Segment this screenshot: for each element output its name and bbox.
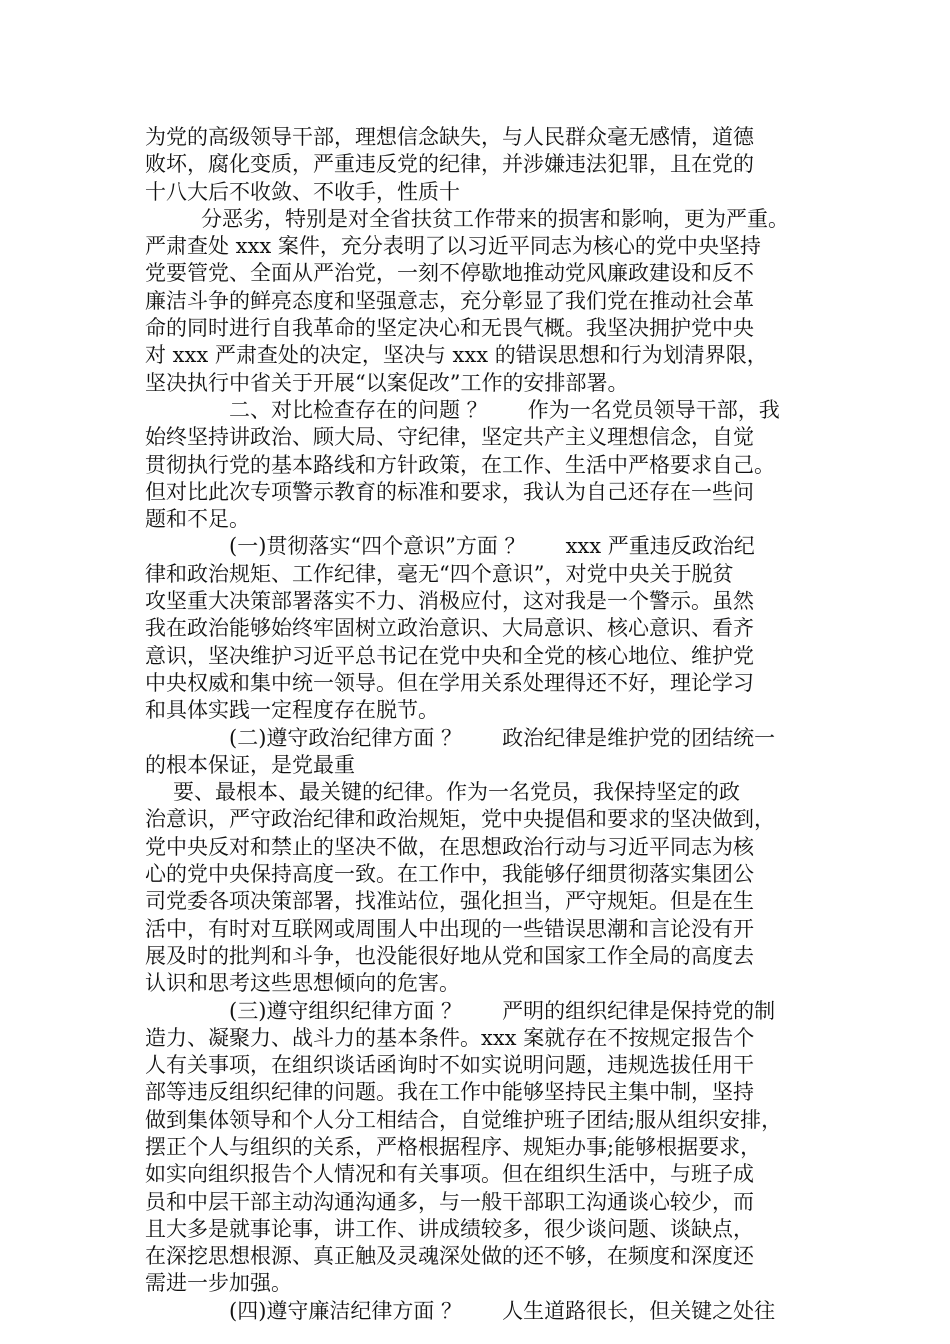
text-line: 需进一步加强。 — [145, 1271, 292, 1296]
text-line: 认识和思考这些思想倾向的危害。 — [145, 971, 460, 996]
text-line: 我在政治能够始终牢固树立政治意识、大局意识、核心意识、看齐 — [145, 616, 754, 641]
text-line: 且大多是就事论事，讲工作、讲成绩较多，很少谈问题、谈缺点， — [145, 1216, 754, 1241]
text-line: 中央权威和集中统一领导。但在学用关系处理得还不好，理论学习 — [145, 670, 754, 695]
text-line: 始终坚持讲政治、顾大局、守纪律，坚定共产主义理想信念，自觉 — [145, 425, 754, 450]
text-line: 活中，有时对互联网或周围人中出现的一些错误思潮和言论没有开 — [145, 916, 754, 941]
text-line: 在深挖思想根源、真正触及灵魂深处做的还不够，在频度和深度还 — [145, 1244, 754, 1269]
section-heading-line: (一)贯彻落实“四个意识”方面 ？ xxx 严重违反政治纪 — [229, 534, 755, 559]
text-line: 党要管党、全面从严治党，一刻不停歇地推动党风廉政建设和反不 — [145, 261, 754, 286]
text-line: 严肃查处 xxx 案件，充分表明了以习近平同志为核心的党中央坚持 — [145, 234, 761, 259]
text-line: 造力、凝聚力、战斗力的基本条件。xxx 案就存在不按规定报告个 — [145, 1025, 755, 1050]
text-line: 律和政治规矩、工作纪律，毫无“四个意识”，对党中央关于脱贫 — [145, 561, 734, 586]
text-line: 意识，坚决维护习近平总书记在党中央和全党的核心地位、维护党 — [145, 643, 754, 668]
text-line: 攻坚重大决策部署落实不力、消极应付，这对我是一个警示。虽然 — [145, 589, 754, 614]
section-heading-line: (四)遵守廉洁纪律方面 ？ 人生道路很长，但关键之处往 — [229, 1298, 776, 1323]
text-line: 做到集体领导和个人分工相结合，自觉维护班子团结;服从组织安排， — [145, 1107, 783, 1132]
document-body — [145, 124, 815, 1325]
text-line: 党中央反对和禁止的坚决不做，在思想政治行动与习近平同志为核 — [145, 834, 754, 859]
text-line: 摆正个人与组织的关系，严格根据程序、规矩办事;能够根据要求， — [145, 1134, 762, 1159]
text-line: 要、最根本、最关键的纪律。作为一名党员，我保持坚定的政 — [173, 780, 740, 805]
text-line: 司党委各项决策部署，找准站位，强化担当，严守规矩。但是在生 — [145, 889, 754, 914]
text-line: 员和中层干部主动沟通沟通多，与一般干部职工沟通谈心较少，而 — [145, 1189, 754, 1214]
text-line: 贯彻执行党的基本路线和方针政策，在工作、生活中严格要求自己。 — [145, 452, 775, 477]
text-line: 人有关事项，在组织谈话函询时不如实说明问题，违规选拔任用干 — [145, 1053, 754, 1078]
text-line: 心的党中央保持高度一致。在工作中，我能够仔细贯彻落实集团公 — [145, 862, 754, 887]
text-line: 的根本保证，是党最重 — [145, 752, 355, 777]
text-line: 治意识，严守政治纪律和政治规矩，党中央提倡和要求的坚决做到， — [145, 807, 775, 832]
text-line: 为党的高级领导干部，理想信念缺失，与人民群众毫无感情，道德 — [145, 125, 754, 149]
text-line: 如实向组织报告个人情况和有关事项。但在组织生活中，与班子成 — [145, 1162, 754, 1187]
text-line: 对 xxx 严肃查处的决定，坚决与 xxx 的错误思想和行为划清界限， — [145, 343, 768, 368]
text-line: 和具体实践一定程度存在脱节。 — [145, 698, 439, 723]
text-line: 但对比此次专项警示教育的标准和要求，我认为自己还存在一些问 — [145, 479, 754, 504]
text-line: 十八大后不收敛、不收手，性质十 — [145, 179, 460, 204]
section-heading-line: (二)遵守政治纪律方面 ？ 政治纪律是维护党的团结统一 — [229, 725, 776, 750]
text-line: 命的同时进行自我革命的坚定决心和无畏气概。我坚决拥护党中央 — [145, 316, 754, 341]
section-heading-line: (三)遵守组织纪律方面 ？ 严明的组织纪律是保持党的制 — [229, 998, 776, 1023]
text-line: 分恶劣，特别是对全省扶贫工作带来的损害和影响，更为严重。 — [201, 206, 789, 231]
text-line: 败坏，腐化变质，严重违反党的纪律，并涉嫌违法犯罪，且在党的 — [145, 152, 754, 177]
text-line: 部等违反组织纪律的问题。我在工作中能够坚持民主集中制，坚持 — [145, 1080, 754, 1105]
text-line: 题和不足。 — [145, 507, 250, 532]
section-heading-line: 二、对比检查存在的问题 ？ 作为一名党员领导干部，我 — [229, 397, 780, 422]
text-line: 展及时的批判和斗争，也没能很好地从党和国家工作全局的高度去 — [145, 943, 754, 968]
text-line: 廉洁斗争的鲜亮态度和坚强意志，充分彰显了我们党在推动社会革 — [145, 288, 754, 313]
text-line: 坚决执行中省关于开展“以案促改”工作的安排部署。 — [145, 370, 629, 395]
